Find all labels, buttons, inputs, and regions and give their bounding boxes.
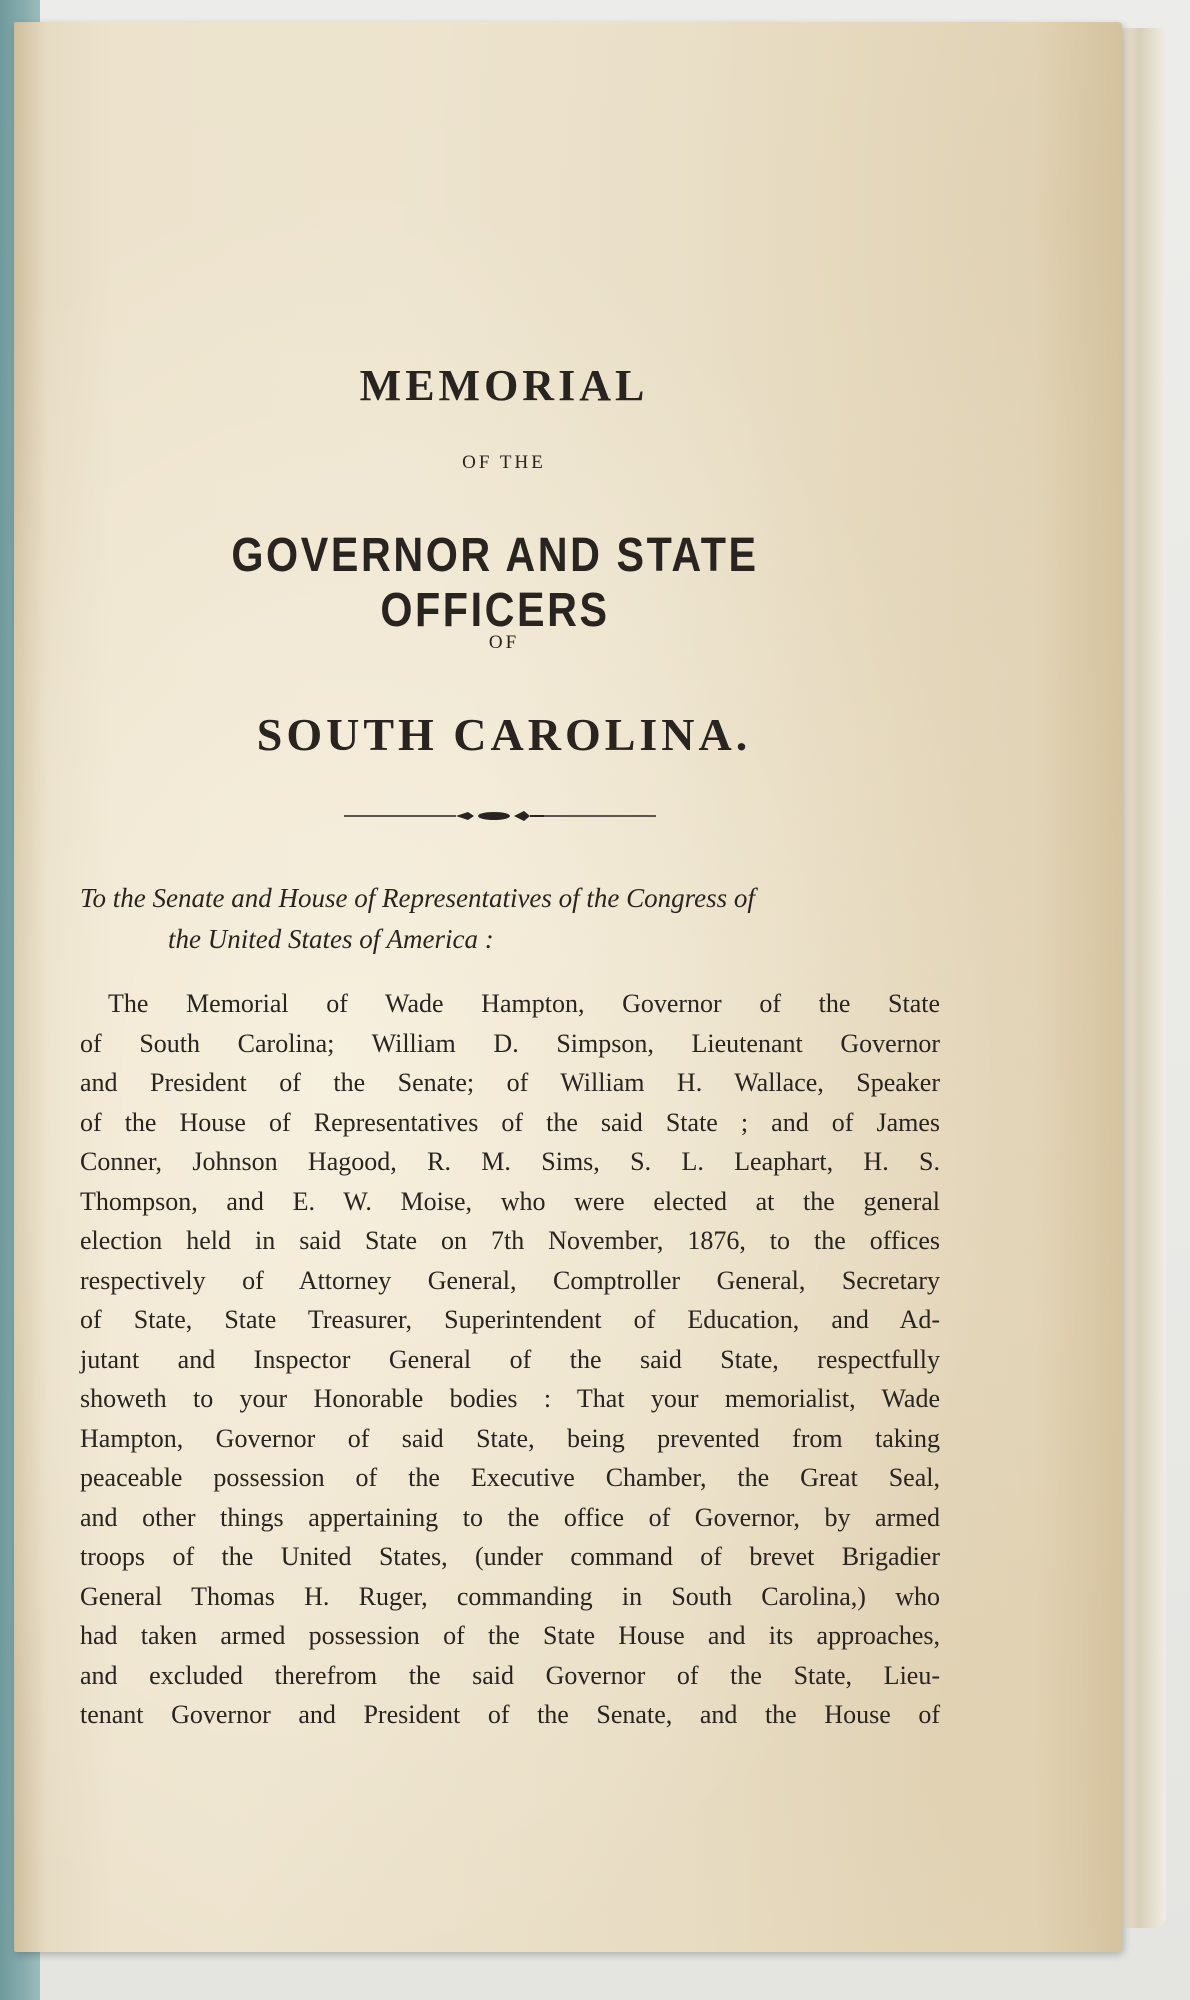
body-line: General Thomas H. Ruger, commanding in South Carolina,) who <box>80 1581 940 1611</box>
title-governor-officers: GOVERNOR AND STATE OFFICERS <box>231 529 759 637</box>
title-of-the: OF THE <box>462 452 546 473</box>
address-line-2: the United States of America : <box>168 924 494 954</box>
document-page <box>14 22 1122 1952</box>
address-heading <box>80 878 940 960</box>
body-line: The Memorial of Wade Hampton, Governor of the State <box>108 989 940 1018</box>
body-line: and excluded therefrom the said Governor of the State, Lieu- <box>80 1660 940 1690</box>
body-line: election held in said State on 7th November, 1876, to the offices <box>80 1226 940 1255</box>
body-line: troops of the United States, (under command of brevet Brigadier <box>80 1542 940 1571</box>
body-line: Thompson, and E. W. Moise, who were elected at the general <box>80 1186 940 1216</box>
body-line: and other things appertaining to the office of Governor, by armed <box>80 1502 940 1532</box>
memorial-body <box>80 984 940 1735</box>
body-line: tenant Governor and President of the Senate, and the House of <box>80 1700 940 1729</box>
body-line: peaceable possession of the Executive Chamber, the Great Seal, <box>80 1463 940 1492</box>
body-line: had taken armed possession of the State House and its approaches, <box>80 1621 940 1650</box>
body-line: of the House of Representatives of the said State ; and of James <box>80 1107 940 1137</box>
title-of: OF <box>488 632 520 653</box>
body-line: of State, State Treasurer, Superintendent of Education, and Ad- <box>80 1305 940 1334</box>
title-south-carolina: SOUTH CAROLINA. <box>256 709 752 760</box>
body-line: Conner, Johnson Hagood, R. M. Sims, S. L. Leaphart, H. S. <box>80 1147 940 1176</box>
body-line: of South Carolina; William D. Simpson, Lieutenant Governor <box>80 1028 940 1058</box>
address-line-1: To the Senate and House of Representatives of the Congress of <box>80 883 755 913</box>
body-line: jutant and Inspector General of the said State, respectfully <box>80 1344 940 1374</box>
body-line: and President of the Senate; of William H. Wallace, Speaker <box>80 1068 940 1097</box>
body-line: Hampton, Governor of said State, being prevented from taking <box>80 1423 940 1453</box>
body-line: respectively of Attorney General, Comptroller General, Secretary <box>80 1265 940 1295</box>
ornament-divider-icon <box>344 808 656 824</box>
body-line: showeth to your Honorable bodies : That your memorialist, Wade <box>80 1384 940 1413</box>
title-memorial: MEMORIAL <box>359 361 649 410</box>
